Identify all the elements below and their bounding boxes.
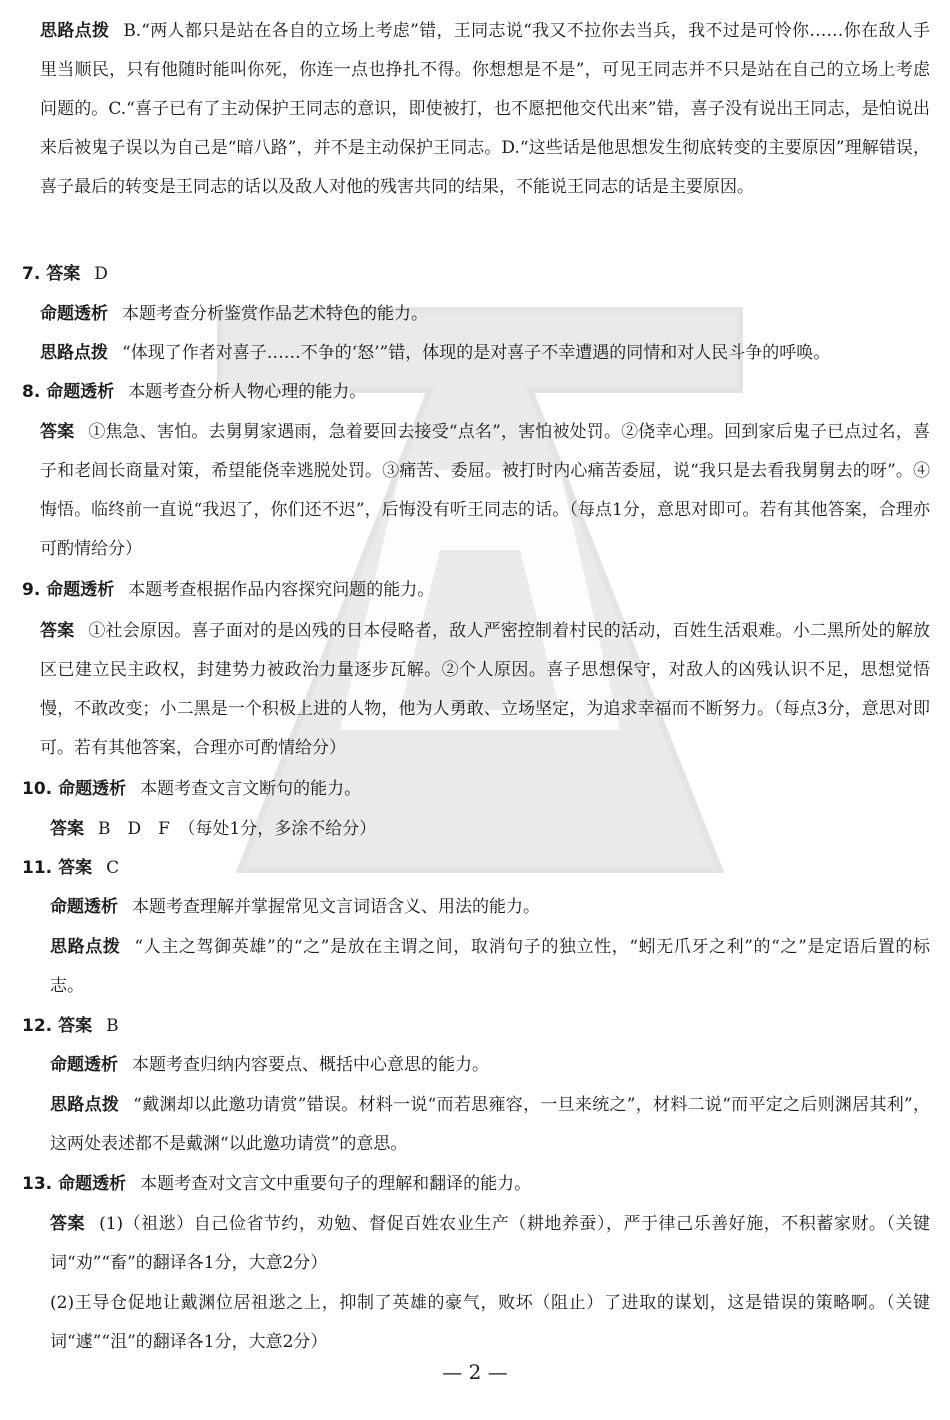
q11-answer-line (22, 849, 119, 888)
q13-answer2-paragraph (50, 1284, 930, 1362)
q7-silu-paragraph (40, 334, 930, 373)
q9-answer-label: 答案 (40, 621, 75, 641)
q12-mingti-line (50, 1046, 489, 1085)
q7-number: 7. (22, 264, 41, 284)
q9-mingti-line (22, 571, 434, 610)
q11-silu-label: 思路点拨 (50, 937, 121, 957)
q8-mingti-text: 本题考查分析人物心理的能力。 (128, 382, 367, 402)
q7-silu-label: 思路点拨 (40, 343, 108, 363)
q8-answer-label: 答案 (40, 422, 75, 442)
q8-number: 8. (22, 382, 41, 402)
q9-answer-text: ①社会原因。喜子面对的是凶残的日本侵略者，敌人严密控制着村民的活动，百姓生活艰难。小二黑所处的解放区已建立民主政权，封建势力被政治力量逐步瓦解。②个人原因。喜子思想保守，对敌人的凶残认识不足，思想觉悟慢，不敢改变；小二黑是一个积极上进的人物，他为人勇敢、立场坚定，为追求幸福而不断努力。（每点3分，意思对即可。若有其他答案，合理亦可酌情给分） (40, 621, 931, 758)
q13-answer1-text: (1)（祖逖）自己俭省节约，劝勉、督促百姓农业生产（耕地养蚕），严于律己乐善好施，不积蓄家财。（关键词“劝”“畜”的翻译各1分，大意2分） (50, 1214, 930, 1273)
q10-number: 10. (22, 779, 53, 799)
q13-mingti-text: 本题考查对文言文中重要句子的理解和翻译的能力。 (140, 1174, 532, 1194)
q11-silu-text: “人主之驾御英雄”的“之”是放在主谓之间，取消句子的独立性，“蚓无爪牙之利”的“之”是定语后置的标志。 (50, 937, 930, 996)
q10-mingti-text: 本题考查文言文断句的能力。 (140, 779, 362, 799)
intro-silu-paragraph (40, 12, 930, 207)
q10-answer-label: 答案 (50, 819, 84, 839)
q12-silu-label: 思路点拨 (50, 1095, 120, 1115)
q11-mingti-label: 命题透析 (50, 897, 118, 917)
q8-mingti-label: 命题透析 (46, 382, 115, 402)
q13-answer2-text: (2)王导仓促地让戴渊位居祖逖之上，抑制了英雄的豪气，败坏（阻止）了进取的谋划，这是错误的策略啊。（关键词“遽”“沮”的翻译各1分，大意2分） (50, 1293, 930, 1352)
q7-mingti-text: 本题考查分析鉴赏作品艺术特色的能力。 (122, 304, 428, 324)
q12-answer-label: 答案 (58, 1016, 93, 1036)
intro-silu-label: 思路点拨 (40, 21, 110, 41)
q10-answer-text: B D F （每处1分，多涂不给分） (98, 819, 377, 839)
q7-answer-value: D (94, 264, 108, 284)
q8-mingti-line (22, 373, 366, 412)
q11-answer-label: 答案 (58, 858, 93, 878)
q11-silu-paragraph (50, 928, 930, 1006)
q10-answer-line (50, 810, 376, 849)
q12-answer-line (22, 1007, 119, 1046)
q10-mingti-line (22, 770, 361, 809)
q8-answer-text: ①焦急、害怕。去舅舅家遇雨，急着要回去接受“点名”，害怕被处罚。②侥幸心理。回到家后鬼子已点过名，喜子和老闾长商量对策，希望能侥幸逃脱处罚。③痛苦、委屈。被打时内心痛苦委屈，说“我只是去看我舅舅去的呀”。④悔悟。临终前一直说“我迟了，你们还不迟”，后悔没有听王同志的话。（每点1分，意思对即可。若有其他答案，合理亦可酌情给分） (40, 422, 930, 559)
q7-answer-label: 答案 (46, 264, 81, 284)
q11-answer-value: C (106, 858, 120, 878)
q7-mingti-line (40, 295, 428, 334)
q12-silu-paragraph (50, 1086, 930, 1164)
q11-mingti-text: 本题考查理解并掌握常见文言词语含义、用法的能力。 (132, 897, 540, 917)
q8-answer-paragraph (40, 413, 930, 569)
intro-silu-text: B.“两人都只是站在各自的立场上考虑”错，王同志说“我又不拉你去当兵，我不过是可怜你……你在敌人手里当顺民，只有他随时能叫你死，你连一点也挣扎不得。你想想是不是”，可见王同志并不只是站在自己的立场上考虑问题的。C.“喜子已有了主动保护王同志的意识，即使被打，也不愿把他交代出来”错，喜子没有说出王同志，是怕说出来后被鬼子误以为自己是“暗八路”，并不是主动保护王同志。D.“这些话是他思想发生彻底转变的主要原因”理解错误，喜子最后的转变是王同志的话以及敌人对他的残害共同的结果，不能说王同志的话是主要原因。 (40, 21, 931, 197)
q13-number: 13. (22, 1174, 53, 1194)
q12-answer-value: B (106, 1016, 119, 1036)
q13-mingti-line (22, 1165, 531, 1204)
page-number: — 2 — (442, 1360, 508, 1384)
q9-mingti-text: 本题考查根据作品内容探究问题的能力。 (128, 580, 435, 600)
q11-mingti-line (50, 888, 540, 927)
q11-number: 11. (22, 858, 53, 878)
q7-mingti-label: 命题透析 (40, 304, 108, 324)
q12-number: 12. (22, 1016, 53, 1036)
q13-answer-label: 答案 (50, 1214, 86, 1234)
q9-mingti-label: 命题透析 (46, 580, 115, 600)
q13-mingti-label: 命题透析 (58, 1174, 127, 1194)
q7-answer-line (22, 255, 108, 294)
q12-mingti-label: 命题透析 (50, 1055, 118, 1075)
q7-silu-text: “体现了作者对喜子……不争的‘怒’”错，体现的是对喜子不幸遭遇的同情和对人民斗争的呼唤。 (122, 343, 831, 363)
q9-number: 9. (22, 580, 41, 600)
q10-mingti-label: 命题透析 (58, 779, 127, 799)
q12-silu-text: “戴渊却以此邀功请赏”错误。材料一说“而若思雍容，一旦来统之”，材料二说“而平定之后则渊居其利”，这两处表述都不是戴渊“以此邀功请赏”的意思。 (50, 1095, 931, 1154)
q9-answer-paragraph (40, 612, 930, 768)
q13-answer1-paragraph (50, 1205, 930, 1283)
q12-mingti-text: 本题考查归纳内容要点、概括中心意思的能力。 (132, 1055, 489, 1075)
